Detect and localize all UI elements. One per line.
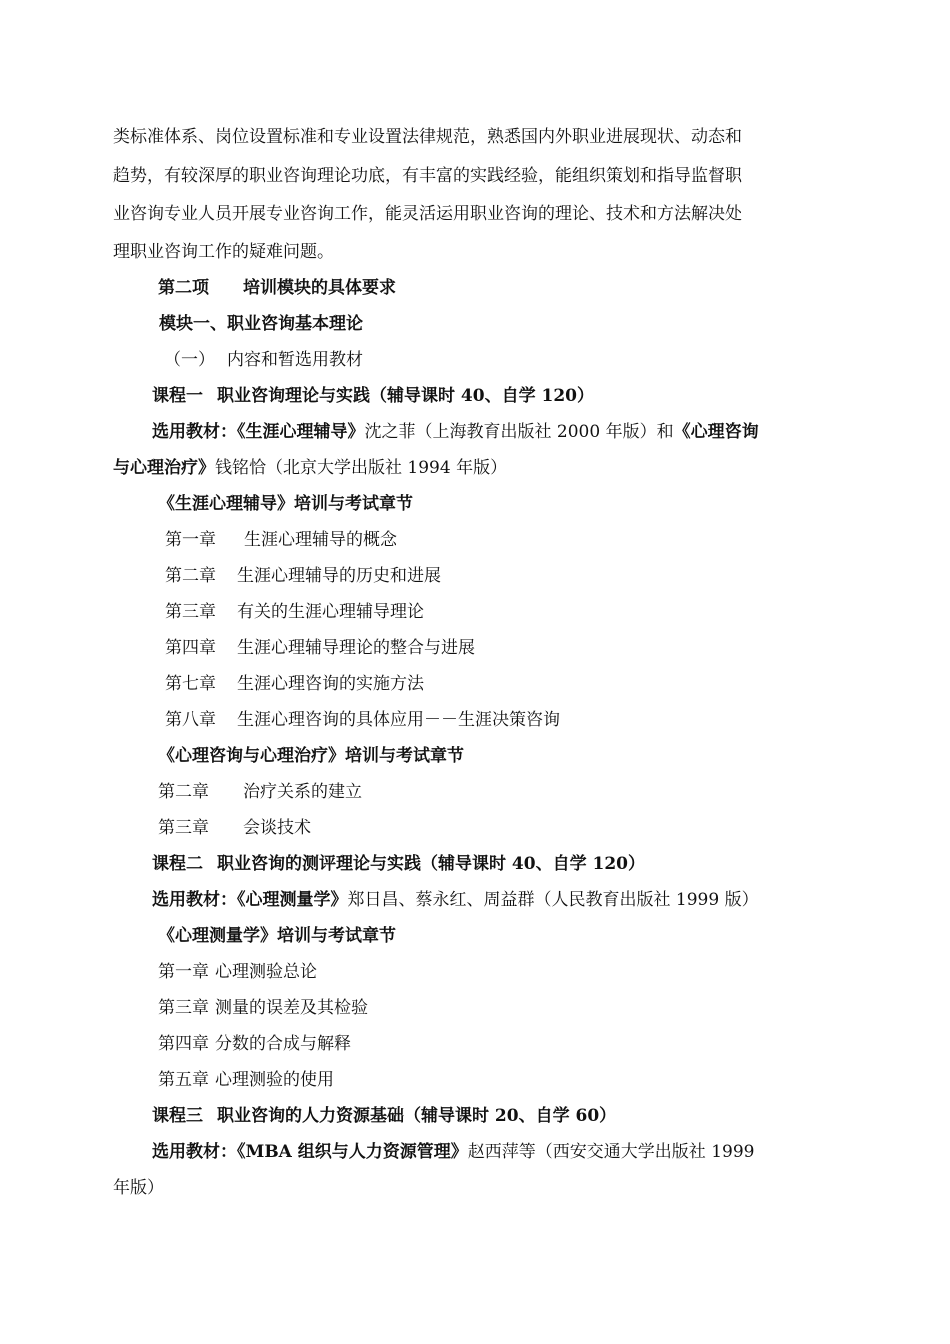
textbook-label: 选用教材： [152, 1142, 237, 1162]
chapter-row [165, 636, 765, 660]
intro-line-2: 趋势，有较深厚的职业咨询理论功底，有丰富的实践经验，能组织策划和指导监督职 [113, 166, 742, 186]
book-2-chapters-heading: 《心理咨询与心理治疗》培训与考试章节 [158, 746, 464, 766]
chapter-row [158, 960, 758, 984]
intro-line-4: 理职业咨询工作的疑难问题。 [113, 242, 334, 262]
chapter-title: 生涯心理咨询的具体应用－－生涯决策咨询 [237, 710, 560, 730]
chapter-number: 第二章 [165, 566, 216, 586]
chapter-row [165, 528, 765, 552]
course-1-textbook-line-1 [152, 420, 852, 444]
chapter-row [158, 1068, 758, 1092]
textbook-info: 郑日昌、蔡永红、周益群（人民教育出版社 1999 版） [347, 890, 759, 910]
section-heading [158, 276, 758, 300]
course-3-heading [152, 1104, 852, 1128]
chapter-title: 生涯心理辅导的概念 [244, 530, 397, 550]
book-1-chapters-heading: 《生涯心理辅导》培训与考试章节 [158, 494, 413, 514]
section-number: 第二项 [158, 278, 209, 298]
chapter-title: 会谈技术 [243, 818, 311, 838]
chapter-number: 第七章 [165, 674, 216, 694]
chapter-title: 测量的误差及其检验 [215, 998, 368, 1018]
textbook-info: 钱铭恰（北京大学出版社 1994 年版） [215, 458, 508, 478]
chapter-row [165, 564, 765, 588]
chapter-number: 第三章 [158, 998, 209, 1018]
chapter-title: 生涯心理辅导的历史和进展 [237, 566, 441, 586]
chapter-number: 第四章 [158, 1034, 209, 1054]
chapter-number: 第四章 [165, 638, 216, 658]
chapter-row [165, 672, 765, 696]
chapter-number: 第三章 [158, 818, 209, 838]
course-1-heading [152, 384, 852, 408]
chapter-title: 有关的生涯心理辅导理论 [237, 602, 424, 622]
chapter-number: 第五章 [158, 1070, 209, 1090]
chapter-title: 心理测验的使用 [215, 1070, 334, 1090]
course-2-textbook [152, 888, 852, 912]
module-heading: 模块一、职业咨询基本理论 [159, 314, 363, 334]
chapter-title: 分数的合成与解释 [215, 1034, 351, 1054]
course-3-textbook-line-2: 年版） [113, 1178, 164, 1198]
textbook-info: 沈之菲（上海教育出版社 2000 年版）和 [364, 422, 674, 442]
chapter-title: 治疗关系的建立 [243, 782, 362, 802]
textbook-title: 《MBA 组织与人力资源管理》 [237, 1142, 468, 1162]
book-3-chapters-heading: 《心理测量学》培训与考试章节 [158, 926, 396, 946]
chapter-row [165, 708, 805, 732]
course-1-textbook-line-2 [113, 456, 813, 480]
course-2-number: 课程二 [152, 854, 203, 874]
course-3-textbook-line-1 [152, 1140, 852, 1164]
content-text: 内容和暂选用教材 [227, 350, 363, 370]
textbook-title: 《心理测量学》 [237, 890, 348, 910]
textbook-title: 与心理治疗》 [113, 458, 215, 478]
content-label: （一） [164, 350, 215, 370]
chapter-row [158, 1032, 758, 1056]
chapter-title: 生涯心理辅导理论的整合与进展 [237, 638, 475, 658]
chapter-number: 第一章 [158, 962, 209, 982]
course-1-number: 课程一 [152, 386, 203, 406]
course-1-title: 职业咨询理论与实践（辅导课时 40、自学 120） [217, 386, 594, 406]
course-3-title: 职业咨询的人力资源基础（辅导课时 20、自学 60） [217, 1106, 617, 1126]
course-2-heading [152, 852, 852, 876]
chapter-number: 第三章 [165, 602, 216, 622]
intro-line-3: 业咨询专业人员开展专业咨询工作，能灵活运用职业咨询的理论、技术和方法解决处 [113, 204, 742, 224]
textbook-info: 赵西萍等（西安交通大学出版社 1999 [467, 1142, 755, 1162]
chapter-row [165, 600, 765, 624]
course-2-title: 职业咨询的测评理论与实践（辅导课时 40、自学 120） [217, 854, 645, 874]
chapter-row [158, 780, 758, 804]
chapter-row [158, 996, 758, 1020]
section-title: 培训模块的具体要求 [243, 278, 396, 298]
intro-line-1: 类标准体系、岗位设置标准和专业设置法律规范，熟悉国内外职业进展现状、动态和 [113, 127, 742, 147]
textbook-title: 《生涯心理辅导》 [237, 422, 365, 442]
chapter-row [158, 816, 758, 840]
chapter-title: 心理测验总论 [215, 962, 317, 982]
chapter-title: 生涯心理咨询的实施方法 [237, 674, 424, 694]
chapter-number: 第八章 [165, 710, 216, 730]
textbook-title: 《心理咨询 [673, 422, 759, 442]
textbook-label: 选用教材： [152, 890, 237, 910]
content-heading [164, 348, 764, 372]
textbook-label: 选用教材： [152, 422, 237, 442]
course-3-number: 课程三 [152, 1106, 203, 1126]
chapter-number: 第一章 [165, 530, 216, 550]
chapter-number: 第二章 [158, 782, 209, 802]
